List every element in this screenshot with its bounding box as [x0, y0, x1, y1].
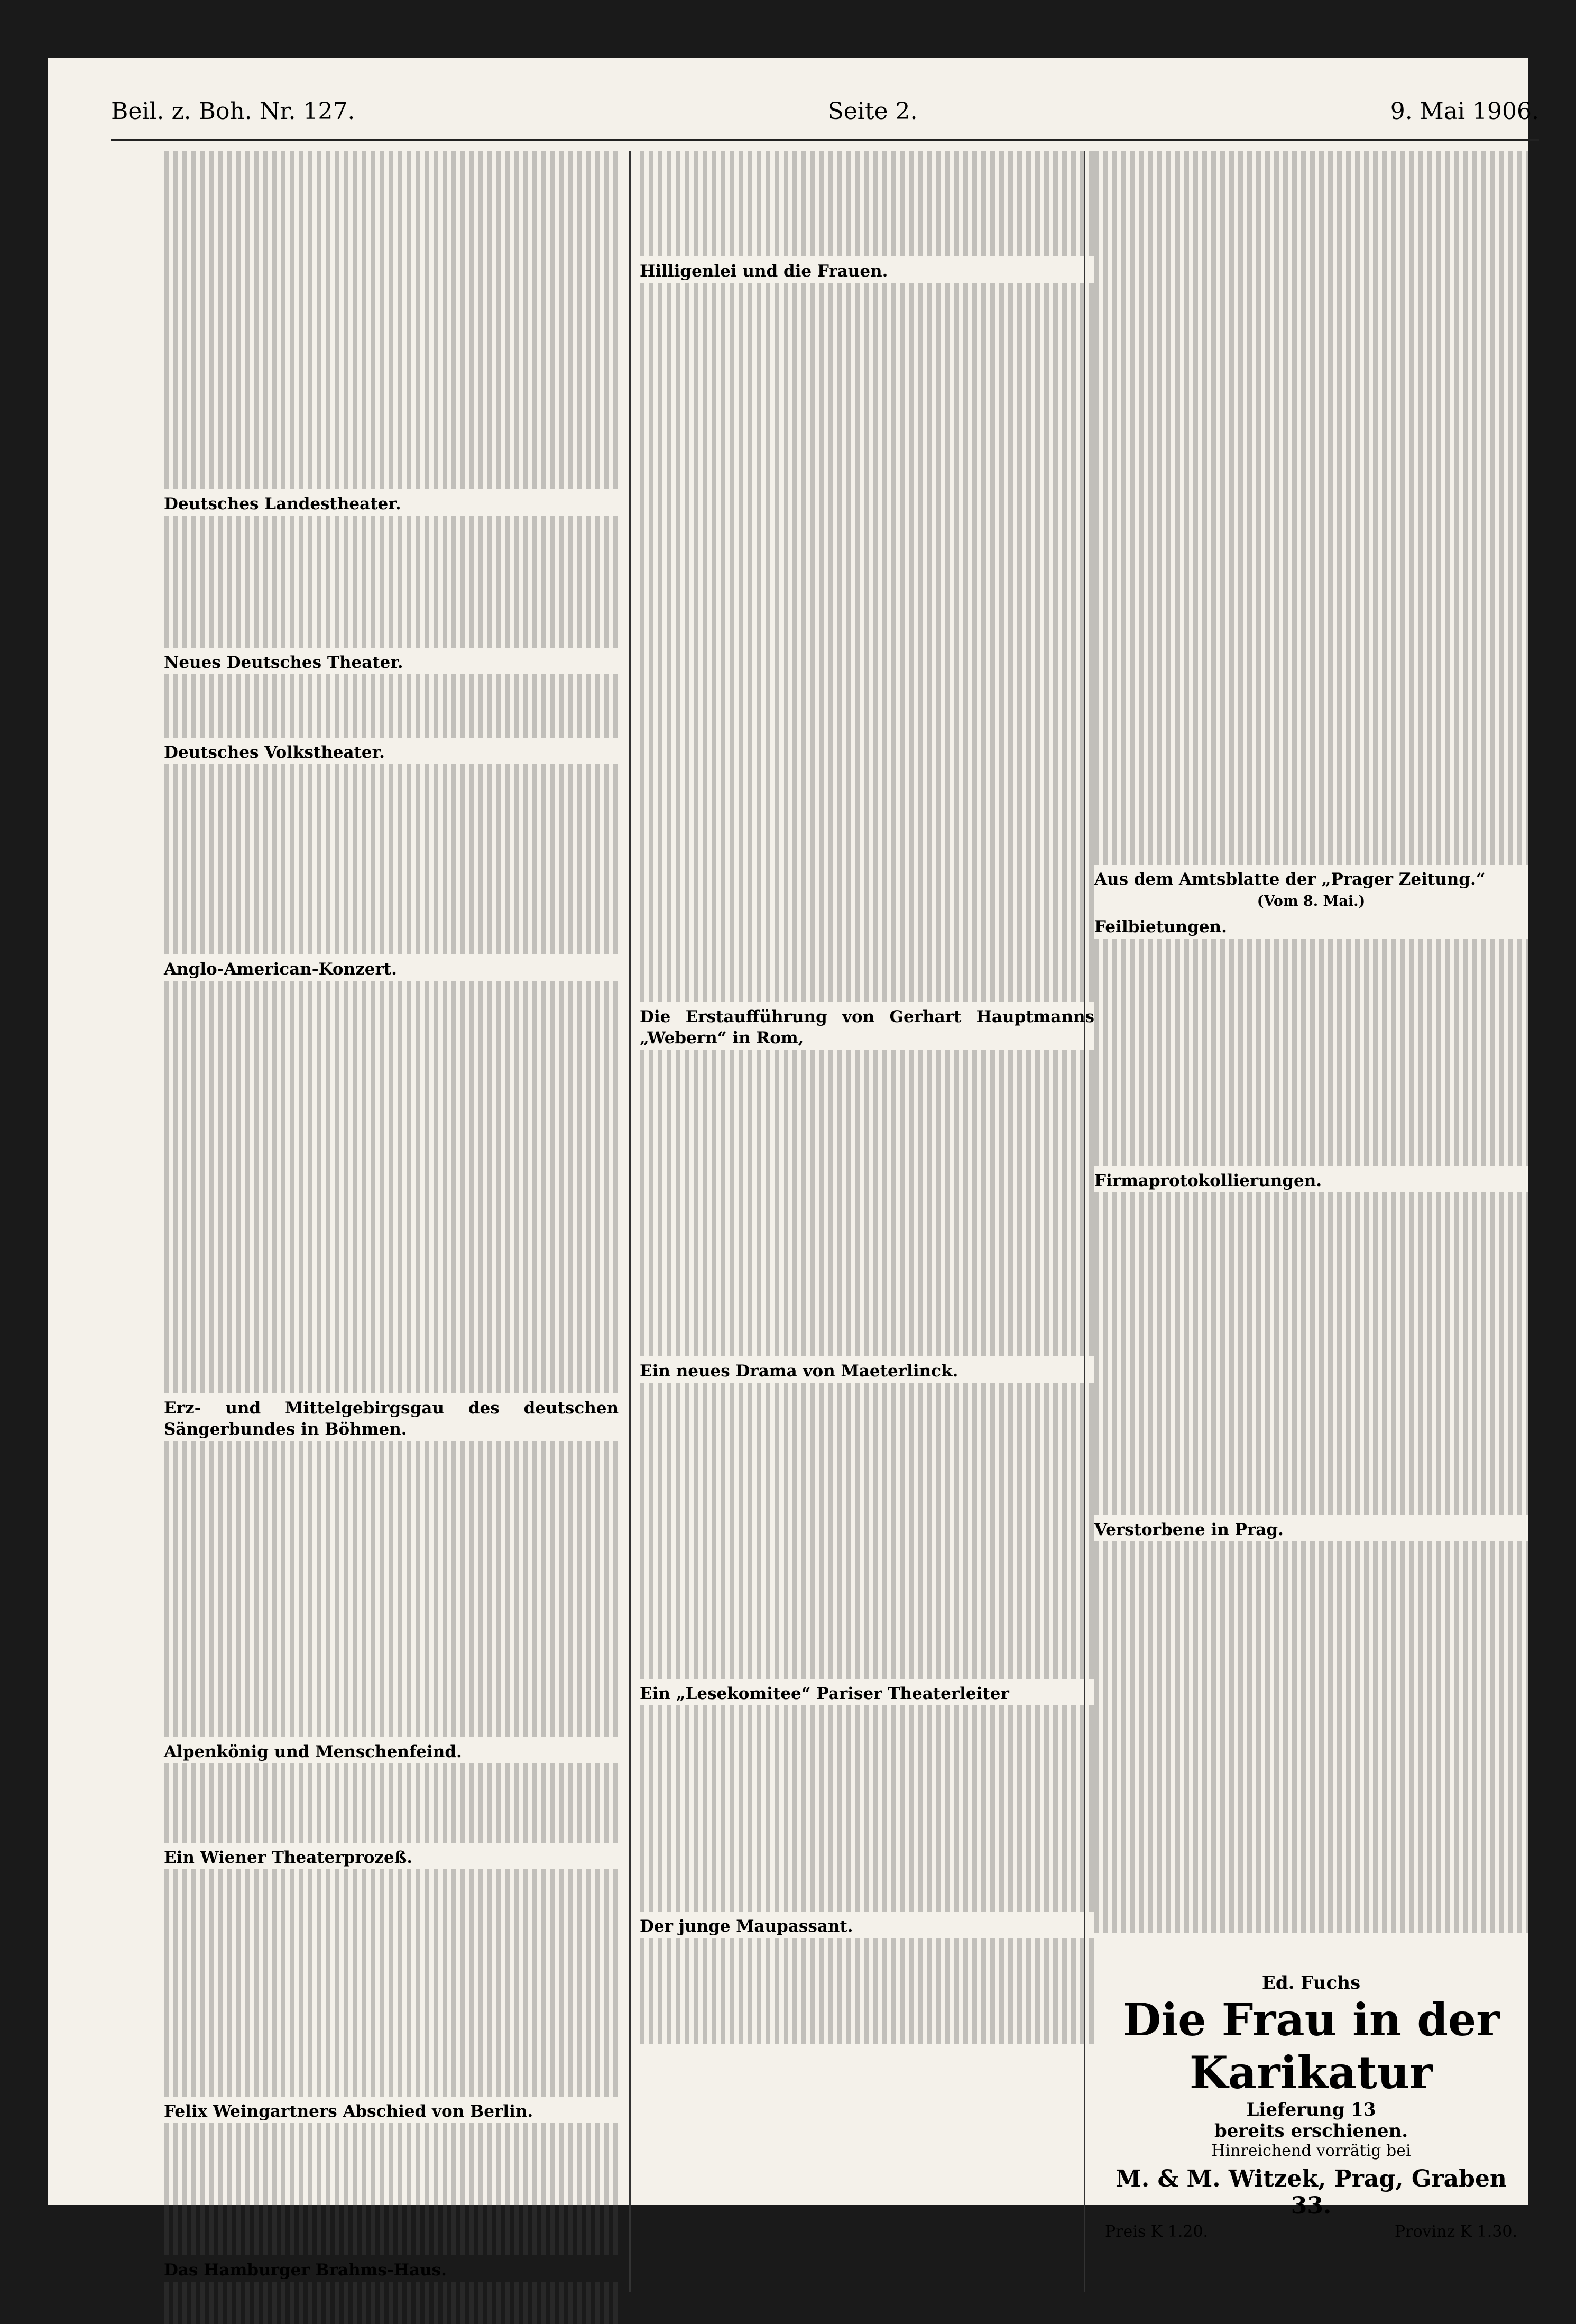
text-block — [164, 1869, 619, 2097]
text-block — [164, 2282, 619, 2324]
text-block — [164, 1441, 619, 1737]
text-block — [640, 1938, 1094, 2044]
price-right: Provinz K 1.30. — [1394, 2222, 1517, 2241]
text-block — [164, 981, 619, 1393]
subheading: (Vom 8. Mai.) — [1257, 893, 1366, 910]
heading: Alpenkönig und Menschenfeind. — [164, 1742, 462, 1761]
heading: Firmaprotokollierungen. — [1094, 1171, 1322, 1190]
heading: Die Erstaufführung von Gerhart Hauptmanns „Webern“ in Rom, — [640, 1007, 1094, 1048]
text-block — [640, 151, 1094, 256]
text-block — [1094, 939, 1528, 1166]
header-right: 9. Mai 1906. — [1390, 97, 1539, 125]
heading: Neues Deutsches Theater. — [164, 653, 403, 672]
heading: Feilbietungen. — [1094, 917, 1227, 936]
heading: Ein Wiener Theaterprozeß. — [164, 1848, 413, 1867]
text-block — [1094, 1192, 1528, 1515]
heading: Anglo-American-Konzert. — [164, 960, 397, 979]
header-center: Seite 2. — [827, 97, 918, 125]
text-block — [640, 1050, 1094, 1356]
text-block — [1094, 1541, 1528, 1933]
column-2 — [640, 151, 1094, 2292]
price-left: Preis K 1.20. — [1105, 2222, 1209, 2241]
heading: Ein „Lesekomitee“ Pariser Theaterleiter — [640, 1684, 1009, 1703]
text-block — [164, 516, 619, 648]
ad-title: Die Frau in der Karikatur — [1122, 1994, 1500, 2099]
book-advertisement — [1105, 1972, 1517, 2241]
header-rule — [111, 139, 1539, 141]
text-block — [164, 2123, 619, 2255]
heading: Deutsches Volkstheater. — [164, 743, 385, 762]
ad-brand: Ed. Fuchs — [1261, 1972, 1361, 1994]
column-separator — [629, 151, 631, 2292]
header-left: Beil. z. Boh. Nr. 127. — [111, 97, 355, 125]
ad-prices — [1105, 2222, 1517, 2241]
heading: Felix Weingartners Abschied von Berlin. — [164, 2102, 533, 2121]
heading: Erz- und Mittelgebirgsgau des deutschen Sängerbundes in Böhmen. — [164, 1399, 619, 1439]
heading: Aus dem Amtsblatte der „Prager Zeitung.“ — [1094, 870, 1486, 889]
text-block — [164, 1763, 619, 1843]
text-block — [164, 151, 619, 489]
heading: Deutsches Landestheater. — [164, 494, 401, 513]
text-block — [640, 283, 1094, 1002]
text-block — [164, 674, 619, 738]
ad-lieferung: Lieferung 13 — [1246, 2099, 1376, 2120]
page-header — [111, 90, 1539, 132]
text-block — [1094, 151, 1528, 865]
heading: Verstorbene in Prag. — [1094, 1520, 1284, 1539]
heading: Ein neues Drama von Maeterlinck. — [640, 1362, 958, 1381]
ad-publisher: M. & M. Witzek, Prag, Graben 33. — [1116, 2165, 1507, 2219]
column-3 — [1094, 151, 1528, 2292]
heading: Das Hamburger Brahms-Haus. — [164, 2261, 447, 2280]
heading: Hilligenlei und die Frauen. — [640, 262, 888, 281]
ad-erschienen: bereits erschienen. — [1214, 2120, 1408, 2142]
column-1 — [164, 151, 619, 2292]
text-block — [640, 1705, 1094, 1912]
text-block — [640, 1383, 1094, 1679]
heading: Der junge Maupassant. — [640, 1917, 853, 1936]
text-block — [164, 764, 619, 954]
ad-vorraetig: Hinreichend vorrätig bei — [1211, 2142, 1411, 2160]
